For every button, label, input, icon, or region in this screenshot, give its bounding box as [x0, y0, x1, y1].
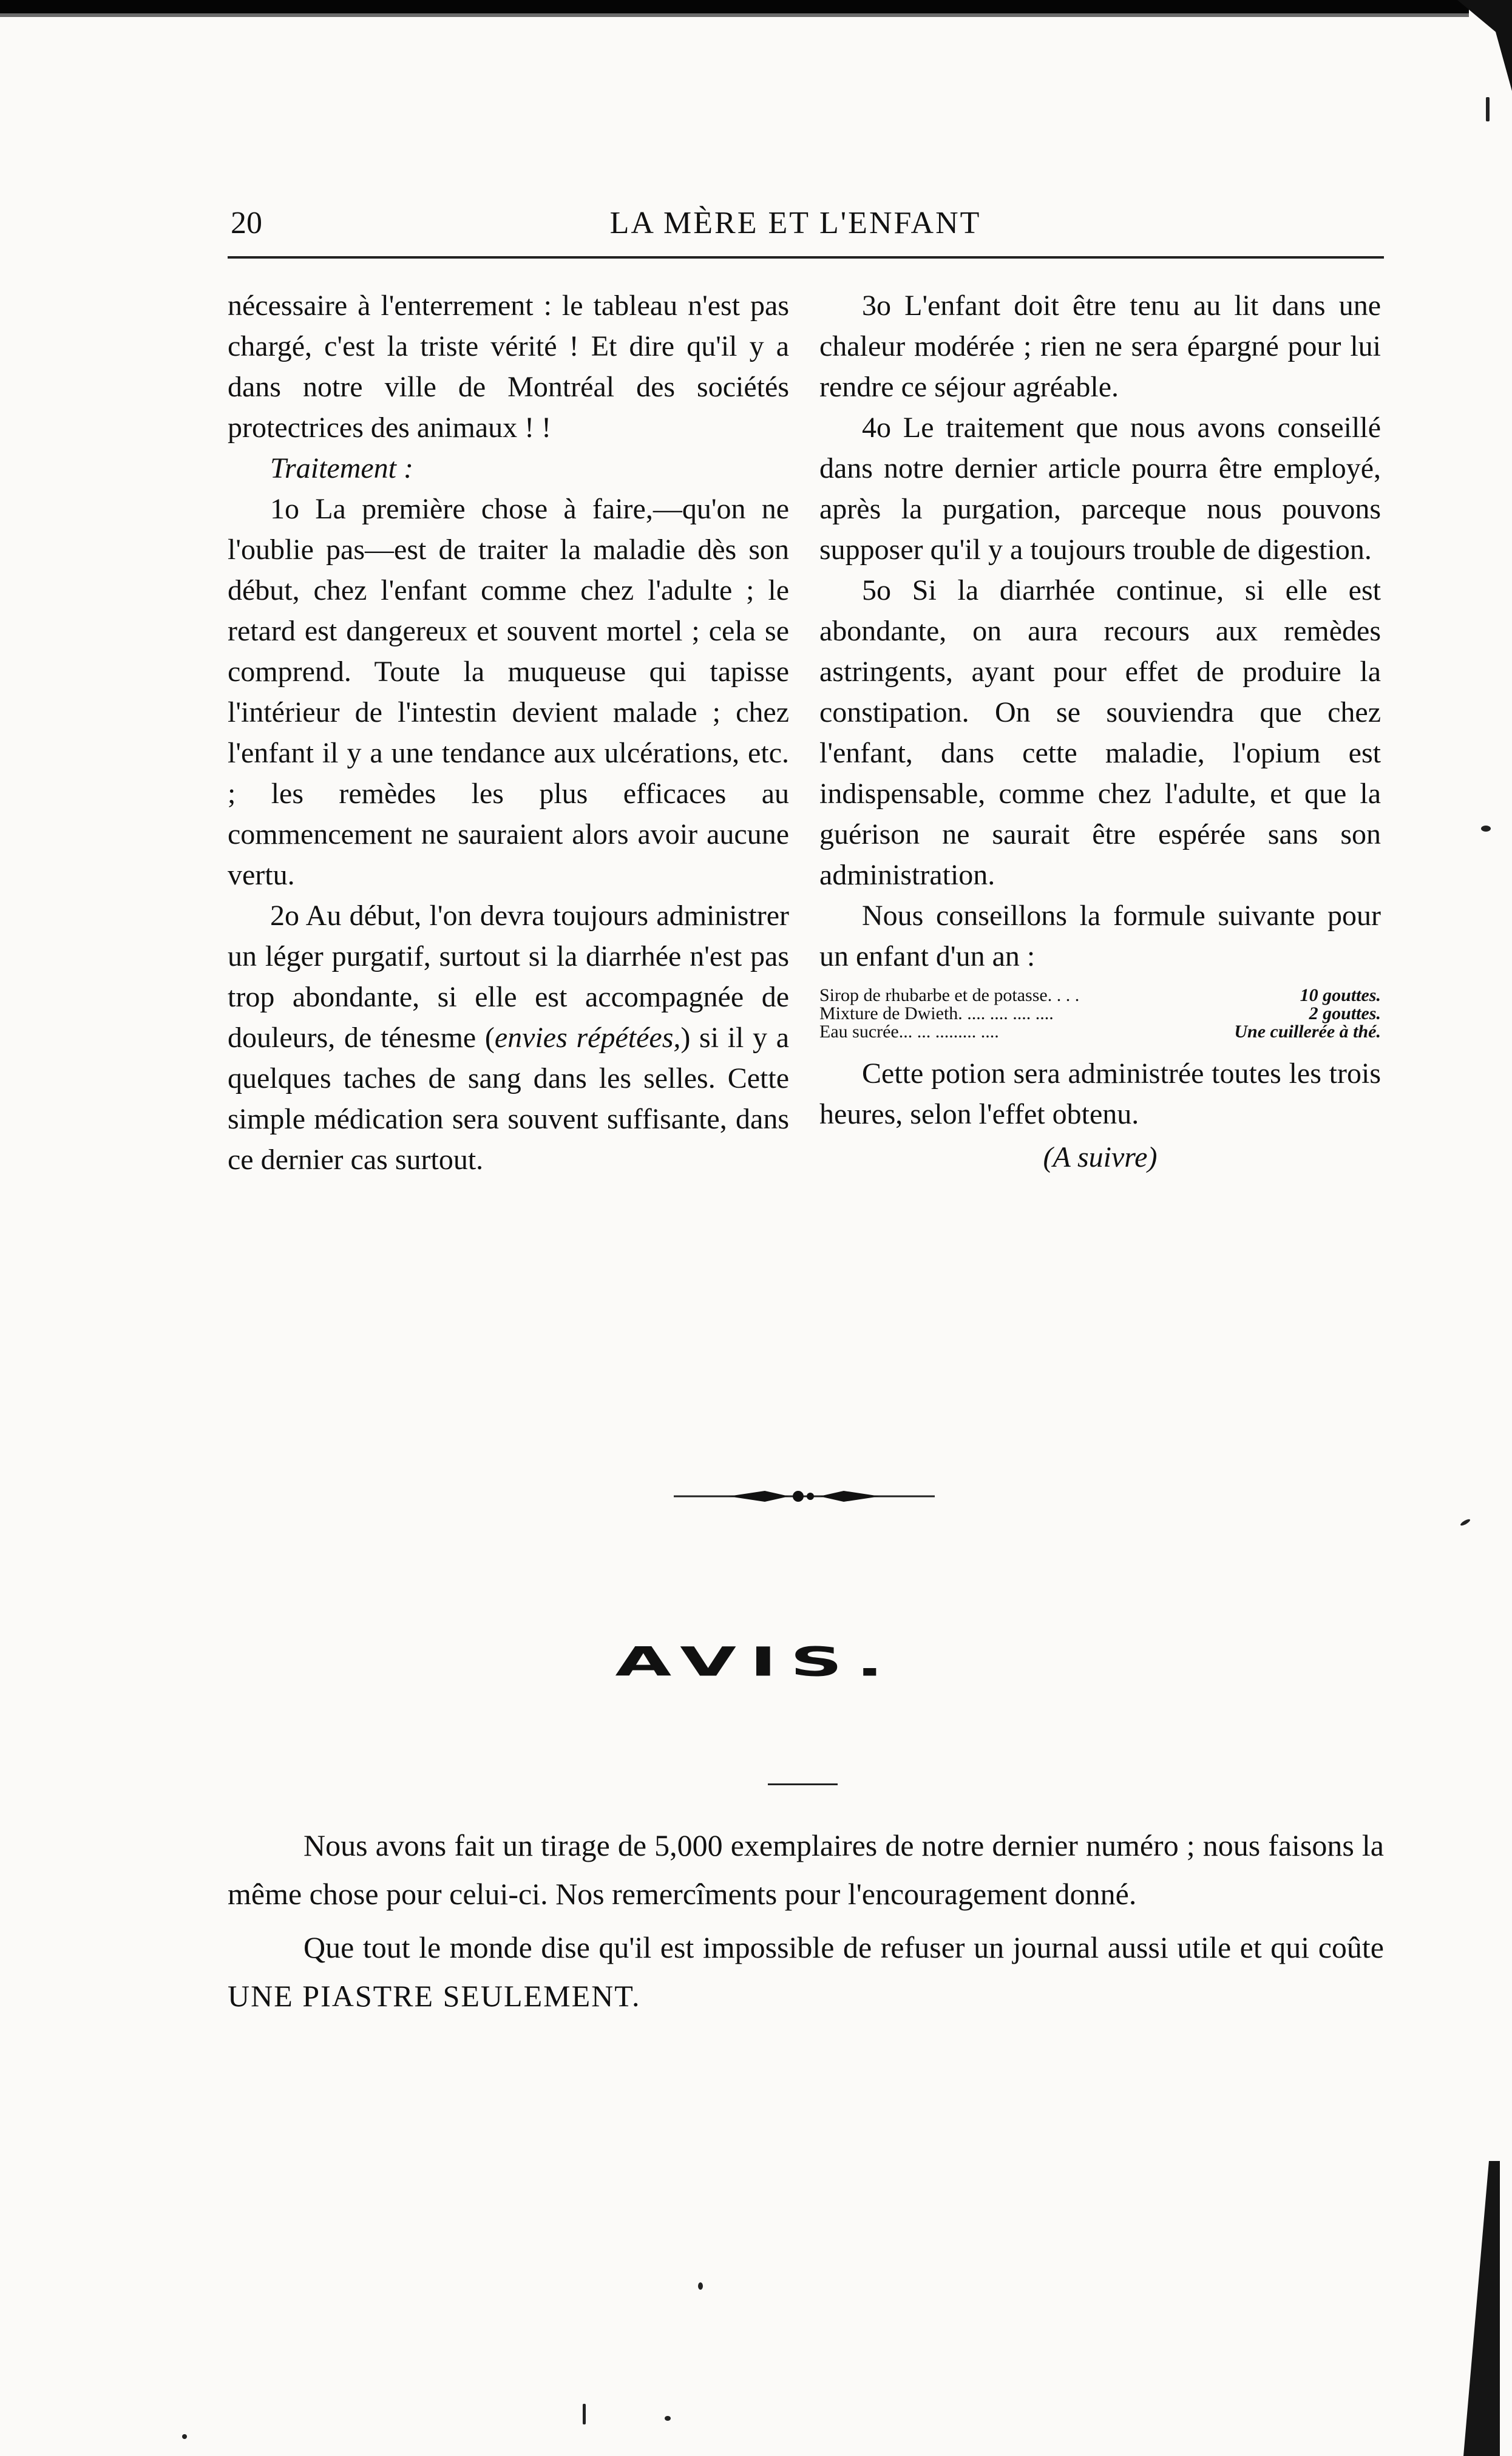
notice-text: Que tout le monde dise qu'il est impossible de refuser un journal aussi utile et qui coûte: [303, 1930, 1384, 1964]
traitement-heading: Traitement :: [270, 452, 413, 484]
scan-speck: [665, 2416, 671, 2421]
notice-body: [228, 1821, 1384, 2025]
price-emphasis: UNE PIASTRE SEULEMENT.: [228, 1979, 641, 2013]
paragraph: Nous conseillons la formule suivante pour un enfant d'un an :: [819, 900, 1381, 972]
section-heading: [228, 448, 789, 489]
running-title: LA MÈRE ET L'ENFANT: [609, 206, 981, 240]
prescription-line: [819, 1005, 1381, 1023]
italic-phrase: envies répétées,: [494, 1022, 681, 1054]
scan-speck: [1486, 97, 1490, 121]
prescription-formula: [819, 986, 1381, 1041]
paragraph: Cette potion sera administrée toutes les trois heures, selon l'effet obtenu.: [819, 1057, 1381, 1130]
paragraph: 4o Le traitement que nous avons conseillé dans notre dernier article pourra être employé, après la purgation, parceque nous pouvons supposer qu'il y a toujours trouble de digestion.: [819, 412, 1381, 566]
paragraph-text: 2o Au début, l'on devra toujours administrer un léger purgatif, surtout si la diarrhée n'est pas trop abondante, si elle est accompagnée de douleurs, de ténesme (: [228, 900, 789, 1054]
page-number: 20: [231, 206, 262, 240]
ingredient: Eau sucrée... ... ......... ....: [819, 1022, 999, 1042]
notice-rule: [768, 1783, 838, 1785]
paragraph-text: ) si il y a quelques taches de sang dans les selles. Cette simple médication sera souvent suffisante, dans ce dernier cas surtout.: [228, 1022, 790, 1176]
header-rule: [228, 256, 1384, 259]
prescription-line: [819, 986, 1381, 1005]
scan-speck: [1460, 1518, 1471, 1527]
scan-edge-mark: [1463, 2161, 1500, 2456]
ornamental-divider: [674, 1484, 935, 1508]
paragraph: 1o La première chose à faire,—qu'on ne l'oublie pas—est de traiter la maladie dès son début, chez l'enfant comme chez l'adulte ; le retard est dangereux et souvent mortel ; cela se comprend. Toute la muqueuse qui tapisse l'intérieur de l'intestin devient malade ; chez l'enfant il y a une tendance aux ulcérations, etc. ; les remèdes les plus efficaces au commencement ne sauraient alors avoir aucune vertu.: [228, 493, 789, 891]
ingredient: Sirop de rhubarbe et de potasse. . . .: [819, 985, 1080, 1005]
ingredient: Mixture de Dwieth. .... .... .... ....: [819, 1003, 1054, 1023]
dose: Une cuillerée à thé.: [1234, 1022, 1381, 1042]
paragraph: nécessaire à l'enterrement : le tableau n'est pas chargé, c'est la triste vérité ! Et dire qu'il y a dans notre ville de Montréal des sociétés protectrices des animaux ! !: [228, 290, 789, 444]
notice-paragraph: Nous avons fait un tirage de 5,000 exemplaires de notre dernier numéro ; nous faisons la même chose pour celui-ci. Nos remercîments pour l'encouragement donné.: [228, 1828, 1384, 1911]
scan-speck: [583, 2404, 586, 2424]
paragraph: 5o Si la diarrhée continue, si elle est abondante, on aura recours aux remèdes astringents, ayant pour effet de produire la constipation. On se souviendra que chez l'enfant, dans cette maladie, l'opium est indispensable, comme chez l'adulte, et que la guérison ne saurait être espérée sans son administration.: [819, 574, 1381, 891]
scan-speck: [182, 2434, 187, 2439]
dose: 10 gouttes.: [1300, 985, 1381, 1005]
paragraph: [228, 895, 789, 1180]
right-column: [819, 285, 1381, 1178]
prescription-line: [819, 1023, 1381, 1041]
scan-border-top: [0, 0, 1469, 21]
dose: 2 gouttes.: [1309, 1003, 1381, 1023]
scan-speck: [698, 2282, 703, 2290]
to-be-continued: (A suivre): [1043, 1141, 1158, 1173]
scan-speck: [1481, 826, 1491, 832]
notice-title: AVIS.: [615, 1639, 897, 1686]
left-column: [228, 285, 789, 1180]
notice-paragraph: [228, 1923, 1384, 2020]
paragraph: 3o L'enfant doit être tenu au lit dans une chaleur modérée ; rien ne sera épargné pour lui rendre ce séjour agréable.: [819, 290, 1381, 403]
